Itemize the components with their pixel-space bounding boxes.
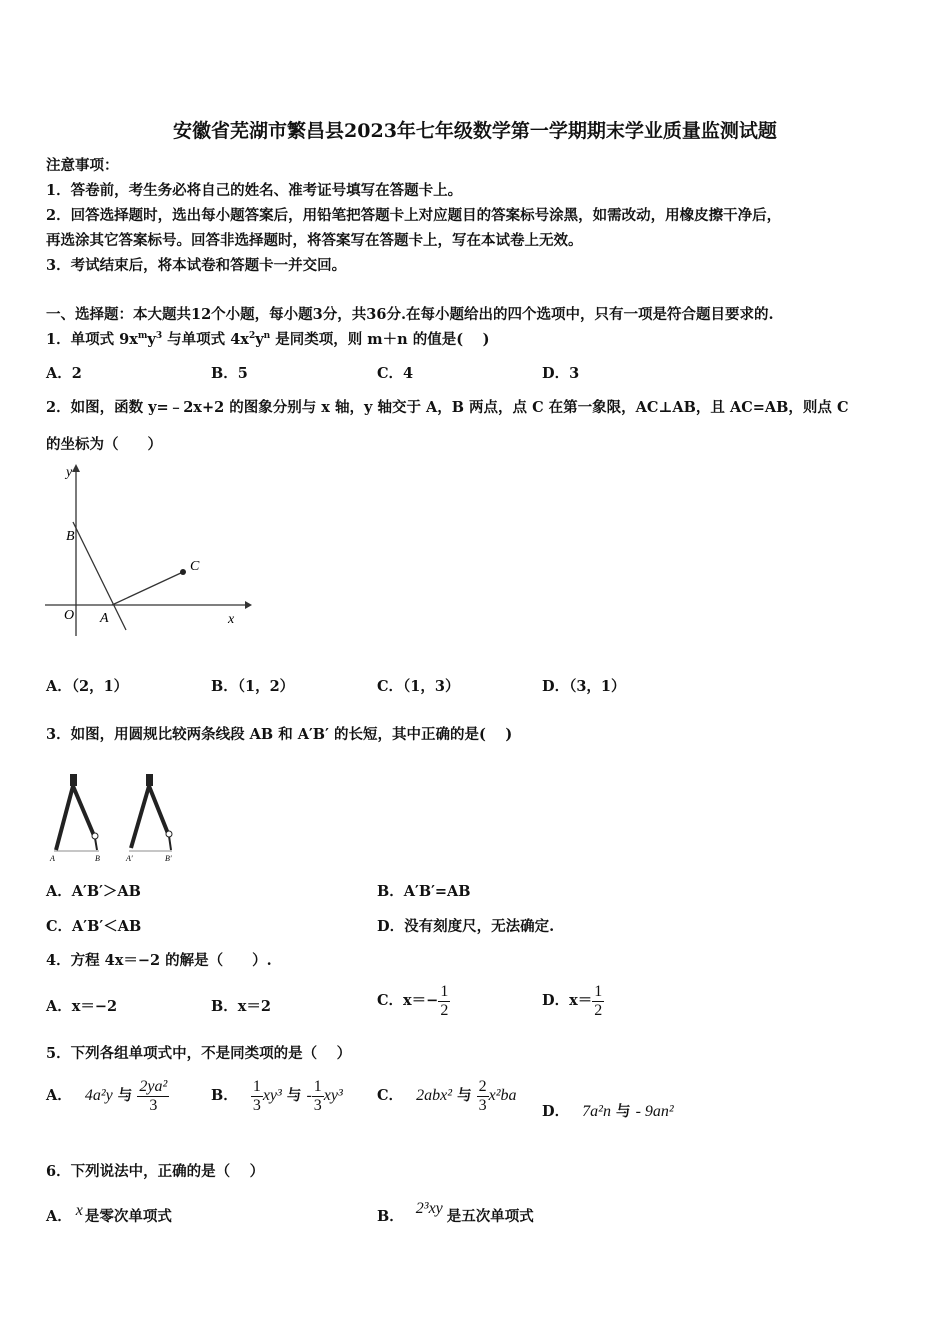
notice-item: 再选涂其它答案标号。回答非选择题时，将答案写在答题卡上，写在本试卷上无效。 xyxy=(46,232,583,249)
label-a: A xyxy=(100,611,109,626)
q4-option-a: A．x＝−2 xyxy=(46,998,118,1015)
question-4-stem: 4．方程 4x＝−2 的解是（ ）. xyxy=(46,952,272,969)
q5-option-d: D． 7a²n 与 - 9an² xyxy=(542,1103,674,1120)
q2-option-b: B．（1，2） xyxy=(211,678,295,695)
q5-option-c: C． 2abx² 与 $\frac{2}{3}$ x²ba xyxy=(377,1078,517,1114)
label-c: C xyxy=(190,559,200,574)
q1-option-c: C．4 xyxy=(377,365,414,382)
q4-option-d: D．x＝ $\frac{1}{2}$ xyxy=(542,983,603,1019)
q6-option-b: B． 2³xy 是五次单项式 xyxy=(377,1200,534,1225)
q1-option-d: D．3 xyxy=(542,365,580,382)
q4-option-c: C．x＝− $\frac{1}{2}$ xyxy=(377,983,449,1019)
question-1-stem: 1．单项式 $9x^my^3$ 与单项式 $4x^2y^n$ 是同类项，则 m＋n 的值是( ) xyxy=(46,331,490,348)
label-x: x xyxy=(228,612,235,627)
notice-item: 2．回答选择题时，选出每小题答案后，用铅笔把答题卡上对应题目的答案标号涂黑，如需改动，用橡皮擦干净后， xyxy=(46,207,782,224)
q5-option-b: B． $\frac{1}{3}$ xy³ 与 - $\frac{1}{3}$ xy³ xyxy=(211,1078,343,1114)
q3-option-b: B．A′B′=AB xyxy=(377,883,471,900)
label-a: A xyxy=(50,854,55,863)
question-5-stem: 5．下列各组单项式中，不是同类项的是（ ） xyxy=(46,1045,352,1062)
label-y: y xyxy=(66,465,73,480)
q4-option-b: B．x＝2 xyxy=(211,998,271,1015)
label-b-prime: B′ xyxy=(165,854,172,863)
question-2-stem-line2: 的坐标为（ ） xyxy=(46,436,162,453)
q3-option-d: D．没有刻度尺，无法确定. xyxy=(377,918,555,935)
label-a-prime: A′ xyxy=(126,854,133,863)
q3-compass-figure xyxy=(44,770,184,865)
q1-option-a: A．2 xyxy=(46,365,82,382)
q2-option-d: D．（3，1） xyxy=(542,678,626,695)
page-title: 安徽省芜湖市繁昌县2023年七年级数学第一学期期末学业质量监测试题 xyxy=(173,120,777,142)
question-2-stem-line1: 2．如图，函数 y=﹣2x+2 的图象分别与 x 轴，y 轴交于 A，B 两点，点 C 在第一象限，AC⊥AB，且 AC=AB，则点 C xyxy=(46,399,849,416)
question-3-stem: 3．如图，用圆规比较两条线段 AB 和 A′B′ 的长短，其中正确的是( ) xyxy=(46,726,513,743)
question-6-stem: 6．下列说法中，正确的是（ ） xyxy=(46,1163,265,1180)
q3-option-c: C．A′B′＜AB xyxy=(46,918,142,935)
label-b: B xyxy=(95,854,100,863)
q1-option-b: B．5 xyxy=(211,365,248,382)
notice-heading: 注意事项： xyxy=(46,157,119,174)
q2-option-a: A．（2，1） xyxy=(46,678,129,695)
q2-coordinate-figure xyxy=(40,458,255,648)
q6-option-a: A． x 是零次单项式 xyxy=(46,1202,172,1225)
q3-option-a: A．A′B′＞AB xyxy=(46,883,141,900)
notice-item: 3．考试结束后，将本试卷和答题卡一并交回。 xyxy=(46,257,347,274)
notice-item: 1．答卷前，考生务必将自己的姓名、准考证号填写在答题卡上。 xyxy=(46,182,463,199)
label-o: O xyxy=(64,608,75,623)
label-b: B xyxy=(66,529,75,544)
q5-option-a: A． 4a²y 与 $\frac{\text{2ya²}}{3}$ xyxy=(46,1078,168,1114)
q2-option-c: C．（1，3） xyxy=(377,678,460,695)
section-heading: 一、选择题：本大题共12个小题，每小题3分，共36分.在每小题给出的四个选项中，只有一项是符合题目要求的. xyxy=(46,306,774,323)
